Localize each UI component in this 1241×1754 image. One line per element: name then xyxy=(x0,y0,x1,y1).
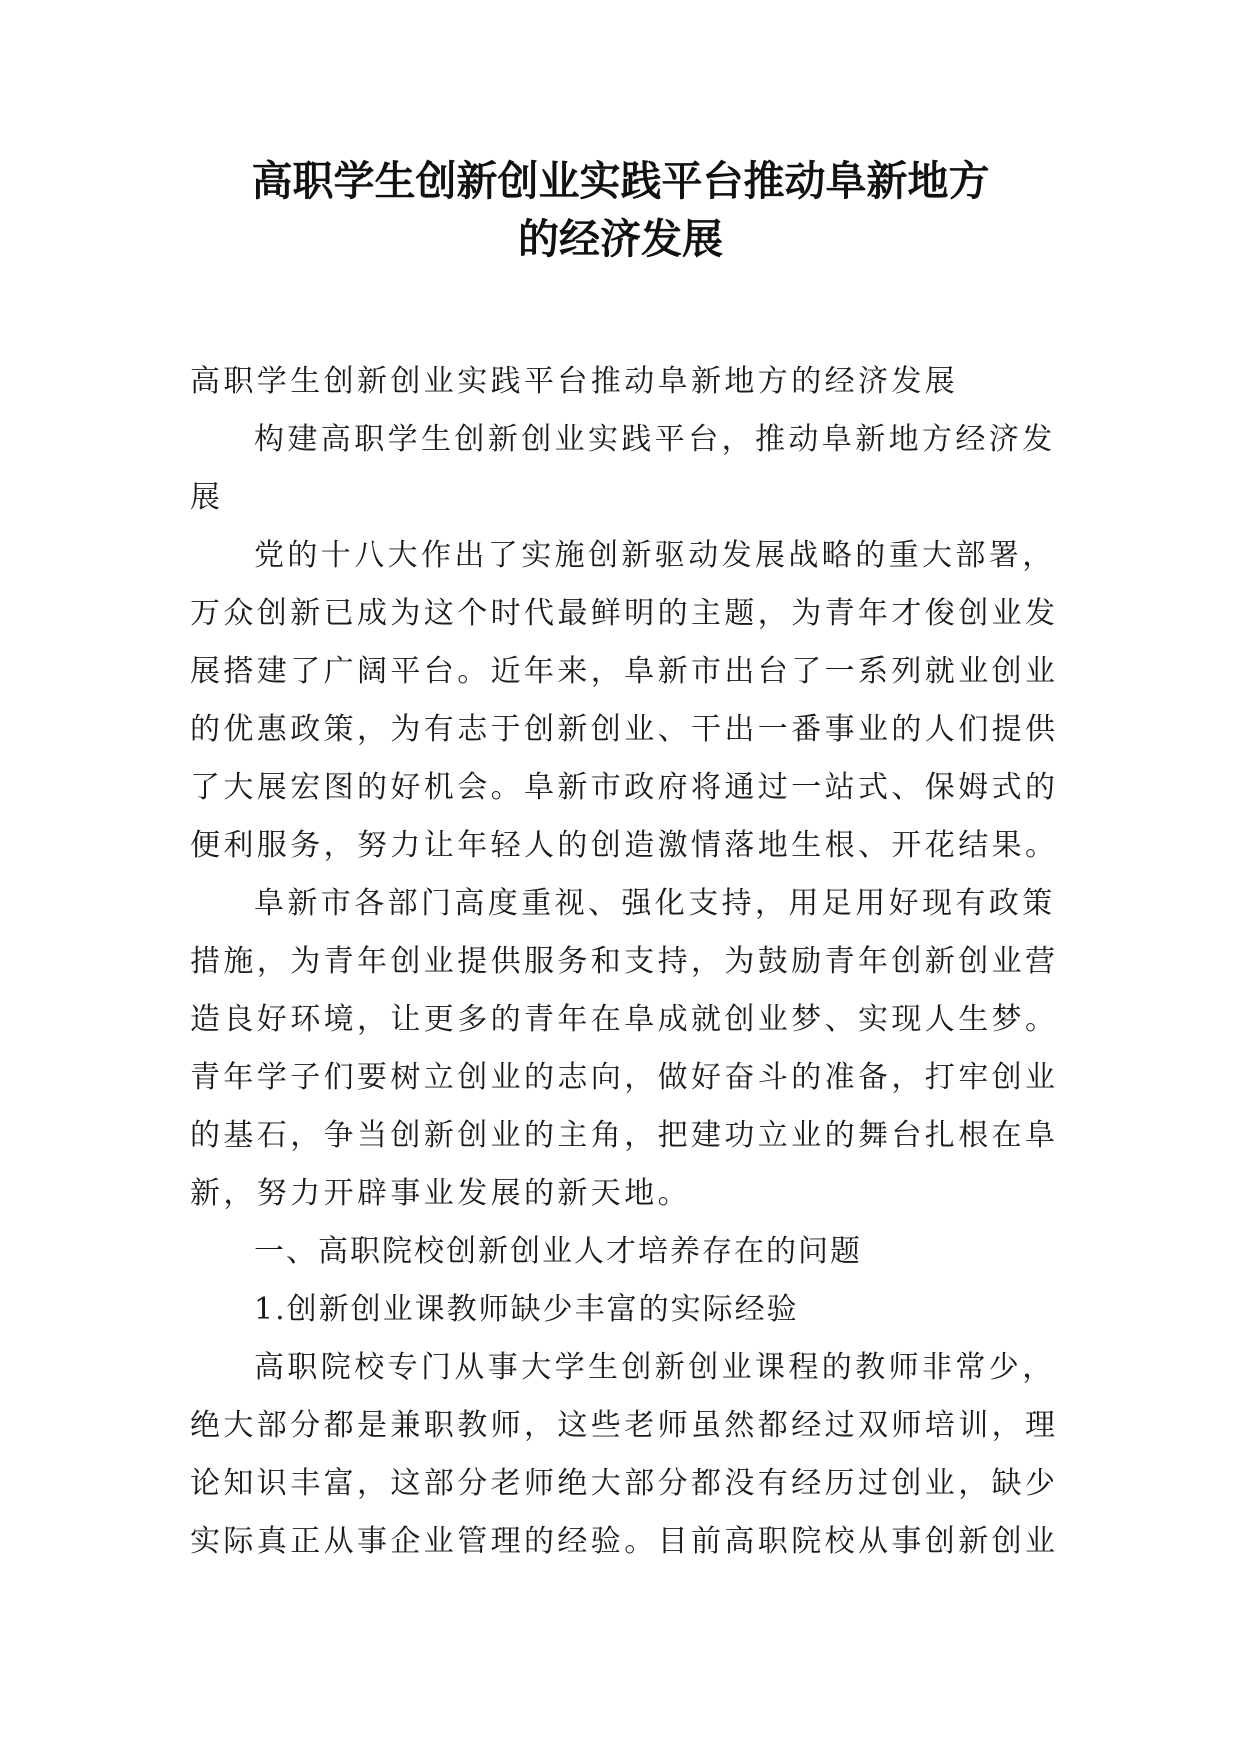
paragraph-line: 青年学子们要树立创业的志向，做好奋斗的准备，打牢创业 xyxy=(190,1060,1059,1095)
paragraph-line: 高职院校专门从事大学生创新创业课程的教师非常少， xyxy=(254,1350,1056,1385)
subtitle-line: 高职学生创新创业实践平台推动阜新地方的经济发展 xyxy=(190,364,959,399)
paragraph-line: 绝大部分都是兼职教师，这些老师虽然都经过双师培训，理 xyxy=(190,1408,1059,1443)
paragraph-line: 措施，为青年创业提供服务和支持，为鼓励青年创新创业营 xyxy=(190,944,1059,979)
paragraph-line: 阜新市各部门高度重视、强化支持，用足用好现有政策 xyxy=(254,886,1056,921)
paragraph-line: 的优惠政策，为有志于创新创业、干出一番事业的人们提供 xyxy=(190,712,1059,747)
paragraph-line: 万众创新已成为这个时代最鲜明的主题，为青年才俊创业发 xyxy=(190,596,1059,631)
section-heading: 一、高职院校创新创业人才培养存在的问题 xyxy=(254,1234,862,1269)
document-title xyxy=(150,152,1091,268)
paragraph-line: 构建高职学生创新创业实践平台，推动阜新地方经济发 xyxy=(254,422,1056,457)
title-line-2: 的经济发展 xyxy=(518,215,723,263)
paragraph-line: 展 xyxy=(190,480,224,515)
paragraph-line: 便利服务，努力让年轻人的创造激情落地生根、开花结果。 xyxy=(190,828,1059,863)
paragraph-line: 造良好环境，让更多的青年在阜成就创业梦、实现人生梦。 xyxy=(190,1002,1059,1037)
paragraph-line: 实际真正从事企业管理的经验。目前高职院校从事创新创业 xyxy=(190,1524,1059,1559)
paragraph-line: 党的十八大作出了实施创新驱动发展战略的重大部署， xyxy=(254,538,1056,573)
paragraph-line: 展搭建了广阔平台。近年来，阜新市出台了一系列就业创业 xyxy=(190,654,1059,689)
subsection-heading: 1.创新创业课教师缺少丰富的实际经验 xyxy=(254,1292,799,1327)
document-body xyxy=(190,353,1070,1571)
paragraph-line: 论知识丰富，这部分老师绝大部分都没有经历过创业，缺少 xyxy=(190,1466,1059,1501)
paragraph-line: 的基石，争当创新创业的主角，把建功立业的舞台扎根在阜 xyxy=(190,1118,1059,1153)
paragraph-line: 新，努力开辟事业发展的新天地。 xyxy=(190,1176,691,1211)
title-line-1: 高职学生创新创业实践平台推动阜新地方 xyxy=(251,157,990,205)
paragraph-line: 了大展宏图的好机会。阜新市政府将通过一站式、保姆式的 xyxy=(190,770,1059,805)
